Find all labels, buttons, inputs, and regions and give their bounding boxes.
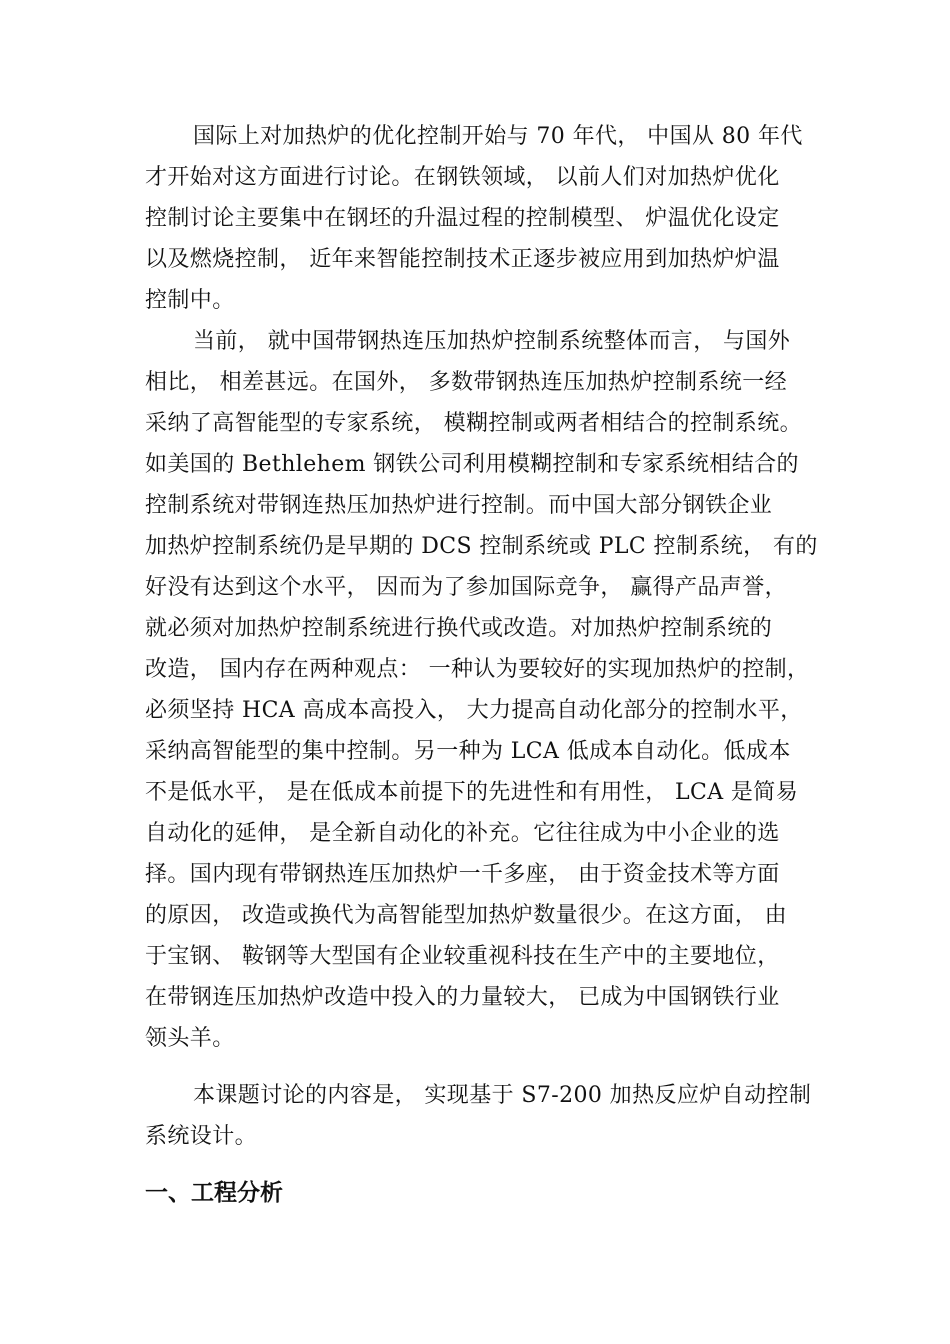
paragraph-line: 好没有达到这个水平， 因而为了参加国际竞争， 赢得产品声誉， bbox=[145, 575, 787, 600]
paragraph-line: 控制系统对带钢连热压加热炉进行控制。而中国大部分钢铁企业 bbox=[145, 493, 773, 518]
paragraph-line: 采纳高智能型的集中控制。另一种为 LCA 低成本自动化。低成本 bbox=[145, 739, 791, 764]
paragraph-line: 自动化的延伸， 是全新自动化的补充。它往往成为中小企业的选 bbox=[145, 821, 780, 846]
paragraph-line: 加热炉控制系统仍是早期的 DCS 控制系统或 PLC 控制系统， 有的 bbox=[145, 534, 818, 559]
paragraph-line: 采纳了高智能型的专家系统， 模糊控制或两者相结合的控制系统。 bbox=[145, 411, 802, 436]
paragraph-line: 领头羊。 bbox=[145, 1026, 235, 1051]
paragraph-line: 控制中。 bbox=[145, 288, 235, 313]
paragraph-line: 国际上对加热炉的优化控制开始与 70 年代， 中国从 80 年代 bbox=[193, 124, 803, 149]
paragraph-line: 当前， 就中国带钢热连压加热炉控制系统整体而言， 与国外 bbox=[193, 329, 791, 354]
paragraph-line: 于宝钢、 鞍钢等大型国有企业较重视科技在生产中的主要地位， bbox=[145, 944, 780, 969]
section-heading: 一、工程分析 bbox=[145, 1180, 283, 1206]
paragraph-line: 在带钢连压加热炉改造中投入的力量较大， 已成为中国钢铁行业 bbox=[145, 985, 780, 1010]
paragraph-line: 必须坚持 HCA 高成本高投入， 大力提高自动化部分的控制水平， bbox=[145, 698, 803, 723]
paragraph-line: 系统设计。 bbox=[145, 1124, 258, 1149]
paragraph-line: 相比， 相差甚远。在国外， 多数带钢热连压加热炉控制系统一经 bbox=[145, 370, 787, 395]
paragraph-line: 择。国内现有带钢热连压加热炉一千多座， 由于资金技术等方面 bbox=[145, 862, 780, 887]
paragraph-line: 控制讨论主要集中在钢坯的升温过程的控制模型、 炉温优化设定 bbox=[145, 206, 780, 231]
paragraph-line: 本课题讨论的内容是， 实现基于 S7-200 加热反应炉自动控制 bbox=[193, 1083, 812, 1108]
paragraph-line: 就必须对加热炉控制系统进行换代或改造。对加热炉控制系统的 bbox=[145, 616, 773, 641]
paragraph-line: 改造， 国内存在两种观点： 一种认为要较好的实现加热炉的控制， bbox=[145, 657, 810, 682]
paragraph-line: 不是低水平， 是在低成本前提下的先进性和有用性， LCA 是简易 bbox=[145, 780, 799, 805]
paragraph-line: 才开始对这方面进行讨论。在钢铁领域， 以前人们对加热炉优化 bbox=[145, 165, 780, 190]
paragraph-line: 如美国的 Bethlehem 钢铁公司利用模糊控制和专家系统相结合的 bbox=[145, 452, 799, 477]
paragraph-line: 的原因， 改造或换代为高智能型加热炉数量很少。在这方面， 由 bbox=[145, 903, 787, 928]
paragraph-line: 以及燃烧控制， 近年来智能控制技术正逐步被应用到加热炉炉温 bbox=[145, 247, 780, 272]
